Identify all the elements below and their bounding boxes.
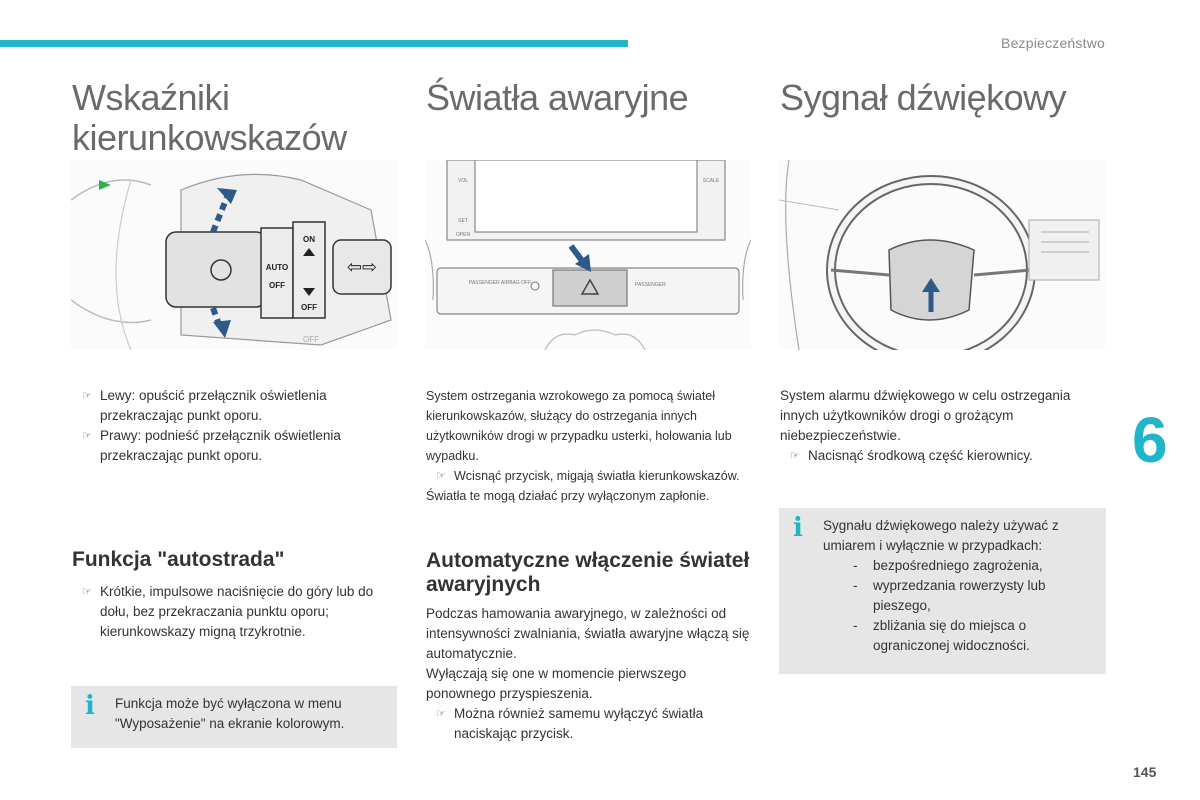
svg-text:OFF: OFF (301, 303, 317, 312)
motorway-function-heading: Funkcja "autostrada" (72, 548, 285, 571)
list-item: ☞ Krótkie, impulsowe naciśnięcie do góry lub do dołu, bez przekraczania punktu oporu; kierunkowskazy migną trzykrotnie. (82, 584, 374, 639)
list-item: ☞ Lewy: opuścić przełącznik oświetlenia przekraczając punkt oporu. (82, 388, 327, 423)
info-text: Funkcja może być wyłączona w menu "Wyposażenie" na ekranie kolorowym. (115, 696, 345, 731)
list-item: ☞ Wcisnąć przycisk, migają światła kierunkowskazów. (426, 466, 758, 486)
svg-text:OFF: OFF (269, 281, 285, 290)
list-item: - bezpośredniego zagrożenia, (853, 558, 1043, 573)
auto-hazard-heading: Automatyczne włączenie świateł awaryjnych (426, 549, 750, 596)
pointing-hand-icon: ☞ (436, 470, 446, 482)
chapter-number: 6 (1132, 404, 1168, 476)
hazard-lights-text (426, 386, 758, 506)
stalk-illustration (71, 160, 397, 350)
svg-text:ON: ON (303, 235, 315, 244)
info-icon: i (85, 691, 95, 721)
hazard-lights-title: Światła awaryjne (426, 77, 689, 118)
svg-text:SCALE: SCALE (702, 178, 720, 184)
list-item: - wyprzedzania rowerzysty lub pieszego, (853, 578, 1046, 613)
pointing-hand-icon: ☞ (82, 586, 92, 598)
svg-text:OFF: OFF (303, 335, 319, 344)
list-item: ☞ Nacisnąć środkową część kierownicy. (780, 446, 1100, 466)
dashboard-illustration (425, 160, 751, 350)
auto-hazard-p1: Podczas hamowania awaryjnego, w zależności od intensywności zwalniania, światła awaryjne włączą się automatycznie. (426, 606, 750, 661)
info-content (823, 516, 1098, 656)
svg-text:OPEN: OPEN (455, 232, 471, 238)
list-item: ☞ Można również samemu wyłączyć światła naciskając przycisk. (436, 706, 704, 741)
header-accent-bar (0, 40, 628, 47)
turn-signal-stalk-figure (71, 160, 397, 350)
auto-hazard-text (426, 604, 756, 744)
list-item: ☞ Prawy: podnieść przełącznik oświetlenia przekraczając punkt oporu. (82, 428, 341, 463)
section-name: Bezpieczeństwo (1001, 35, 1105, 51)
steering-wheel-figure (779, 160, 1105, 350)
info-box-horn-usage (779, 508, 1106, 674)
hazard-button-figure (425, 160, 751, 350)
column-turn-signals (72, 78, 402, 158)
svg-text:PASSENGER AIRBAG OFF: PASSENGER AIRBAG OFF (469, 280, 532, 286)
pointing-hand-icon: ☞ (436, 708, 446, 720)
svg-text:VOL: VOL (457, 178, 469, 184)
column-hazard-lights (426, 78, 756, 118)
column-horn (780, 78, 1110, 118)
info-lead: Sygnału dźwiękowego należy używać z umiarem i wyłącznie w przypadkach: (823, 518, 1059, 553)
svg-text:SET: SET (458, 218, 468, 224)
page-number: 145 (1133, 764, 1157, 780)
hazard-intro: System ostrzegania wzrokowego za pomocą świateł kierunkowskazów, służący do ostrzegania innych użytkowników drogi w przypadku usterki, holowania lub wypadku. (426, 389, 732, 463)
horn-intro: System alarmu dźwiękowego w celu ostrzegania innych użytkowników drogi o grożącym niebezpieczeństwie. (780, 388, 1071, 443)
svg-text:AUTO: AUTO (265, 263, 289, 272)
horn-text (780, 386, 1100, 466)
hazard-note: Światła te mogą działać przy wyłączonym zapłonie. (426, 489, 710, 503)
motorway-function-text (72, 582, 394, 642)
svg-text:⇦⇨: ⇦⇨ (346, 257, 378, 278)
horn-title: Sygnał dźwiękowy (780, 77, 1067, 118)
info-box-menu (71, 686, 397, 748)
steering-wheel-illustration (779, 160, 1105, 350)
pointing-hand-icon: ☞ (82, 430, 92, 442)
list-item: - zbliżania się do miejsca o ograniczonej widoczności. (853, 618, 1030, 653)
info-icon: i (793, 513, 803, 543)
turn-signals-title: Wskaźniki kierunkowskazów (72, 77, 347, 158)
turn-signals-instructions (72, 386, 382, 466)
pointing-hand-icon: ☞ (790, 450, 800, 462)
pointing-hand-icon: ☞ (82, 390, 92, 402)
auto-hazard-p2: Wyłączają się one w momencie pierwszego ponownego przyspieszenia. (426, 666, 687, 701)
hazard-button (553, 270, 627, 306)
svg-text:PASSENGER: PASSENGER (635, 282, 666, 288)
